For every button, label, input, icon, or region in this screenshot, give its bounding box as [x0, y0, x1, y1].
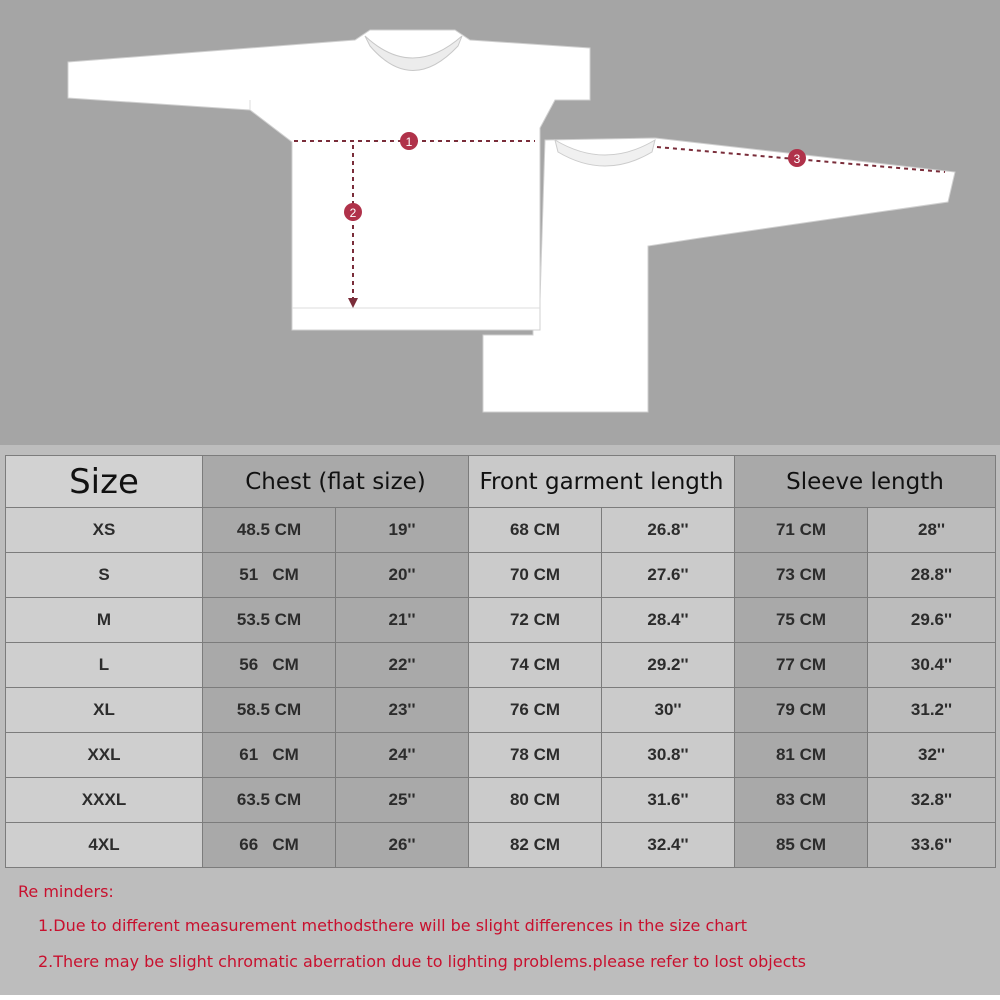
front-inch-cell: 29.2'': [602, 643, 735, 688]
chest-inch-cell: 23'': [336, 688, 469, 733]
marker-2-label: 2: [349, 206, 357, 220]
size-cell: 4XL: [6, 823, 203, 868]
size-chart: [0, 445, 1000, 870]
size-cell: XXXL: [6, 778, 203, 823]
chest-cm-cell: 66 CM: [203, 823, 336, 868]
front-cm-cell: 72 CM: [469, 598, 602, 643]
size-cell: XS: [6, 508, 203, 553]
sleeve-cm-cell: 71 CM: [735, 508, 868, 553]
sleeve-inch-cell: 32'': [868, 733, 996, 778]
sleeve-cm-cell: 81 CM: [735, 733, 868, 778]
marker-3-label: 3: [793, 152, 801, 166]
chest-inch-cell: 21'': [336, 598, 469, 643]
reminder-item: 1.Due to different measurement methodsthere will be slight differences in the size chart: [38, 916, 748, 935]
chest-cm-cell: 61 CM: [203, 733, 336, 778]
marker-1-icon: [400, 132, 418, 150]
front-inch-cell: 30.8'': [602, 733, 735, 778]
sleeve-cm-cell: 85 CM: [735, 823, 868, 868]
chest-inch-cell: 22'': [336, 643, 469, 688]
chest-cm-cell: 56 CM: [203, 643, 336, 688]
header-row: [6, 456, 996, 508]
chest-header: Chest (flat size): [203, 456, 469, 508]
marker-3-icon: [788, 149, 806, 167]
front-inch-cell: 31.6'': [602, 778, 735, 823]
garment-diagram: [0, 0, 1000, 445]
chest-inch-cell: 26'': [336, 823, 469, 868]
sleeve-cm-cell: 79 CM: [735, 688, 868, 733]
front-inch-cell: 28.4'': [602, 598, 735, 643]
reminders: [0, 870, 1000, 1000]
shirt-illustration: [0, 0, 1000, 445]
table-row: [6, 508, 996, 553]
front-cm-cell: 74 CM: [469, 643, 602, 688]
sleeve-inch-cell: 29.6'': [868, 598, 996, 643]
chest-inch-cell: 20'': [336, 553, 469, 598]
chest-cm-cell: 53.5 CM: [203, 598, 336, 643]
chest-cm-cell: 51 CM: [203, 553, 336, 598]
chest-inch-cell: 24'': [336, 733, 469, 778]
front-length-header: Front garment length: [469, 456, 735, 508]
table-row: [6, 823, 996, 868]
sleeve-inch-cell: 32.8'': [868, 778, 996, 823]
front-inch-cell: 27.6'': [602, 553, 735, 598]
front-cm-cell: 78 CM: [469, 733, 602, 778]
size-header: Size: [6, 456, 203, 508]
table-row: [6, 733, 996, 778]
front-cm-cell: 82 CM: [469, 823, 602, 868]
size-cell: XL: [6, 688, 203, 733]
front-shirt-drawing: [68, 30, 590, 330]
bottom-border: [0, 995, 1000, 1000]
size-cell: XXL: [6, 733, 203, 778]
sleeve-inch-cell: 28.8'': [868, 553, 996, 598]
front-inch-cell: 32.4'': [602, 823, 735, 868]
chest-cm-cell: 58.5 CM: [203, 688, 336, 733]
front-cm-cell: 80 CM: [469, 778, 602, 823]
table-row: [6, 688, 996, 733]
size-cell: L: [6, 643, 203, 688]
chest-cm-cell: 48.5 CM: [203, 508, 336, 553]
sleeve-length-header: Sleeve length: [735, 456, 996, 508]
chest-inch-cell: 25'': [336, 778, 469, 823]
sleeve-inch-cell: 33.6'': [868, 823, 996, 868]
front-inch-cell: 26.8'': [602, 508, 735, 553]
reminder-item: 2.There may be slight chromatic aberration due to lighting problems.please refer to lost objects: [38, 952, 806, 971]
sleeve-cm-cell: 73 CM: [735, 553, 868, 598]
sleeve-inch-cell: 28'': [868, 508, 996, 553]
back-shirt-drawing: [483, 138, 955, 412]
chest-inch-cell: 19'': [336, 508, 469, 553]
table-row: [6, 598, 996, 643]
front-inch-cell: 30'': [602, 688, 735, 733]
marker-1-label: 1: [405, 135, 413, 149]
front-cm-cell: 76 CM: [469, 688, 602, 733]
sleeve-inch-cell: 31.2'': [868, 688, 996, 733]
size-cell: S: [6, 553, 203, 598]
sleeve-inch-cell: 30.4'': [868, 643, 996, 688]
front-cm-cell: 68 CM: [469, 508, 602, 553]
size-cell: M: [6, 598, 203, 643]
marker-2-icon: [344, 203, 362, 221]
table-row: [6, 643, 996, 688]
front-cm-cell: 70 CM: [469, 553, 602, 598]
sleeve-cm-cell: 75 CM: [735, 598, 868, 643]
size-table: [5, 455, 996, 868]
sleeve-cm-cell: 77 CM: [735, 643, 868, 688]
table-row: [6, 553, 996, 598]
sleeve-cm-cell: 83 CM: [735, 778, 868, 823]
reminders-title: Re minders:: [18, 882, 114, 901]
chest-cm-cell: 63.5 CM: [203, 778, 336, 823]
table-row: [6, 778, 996, 823]
